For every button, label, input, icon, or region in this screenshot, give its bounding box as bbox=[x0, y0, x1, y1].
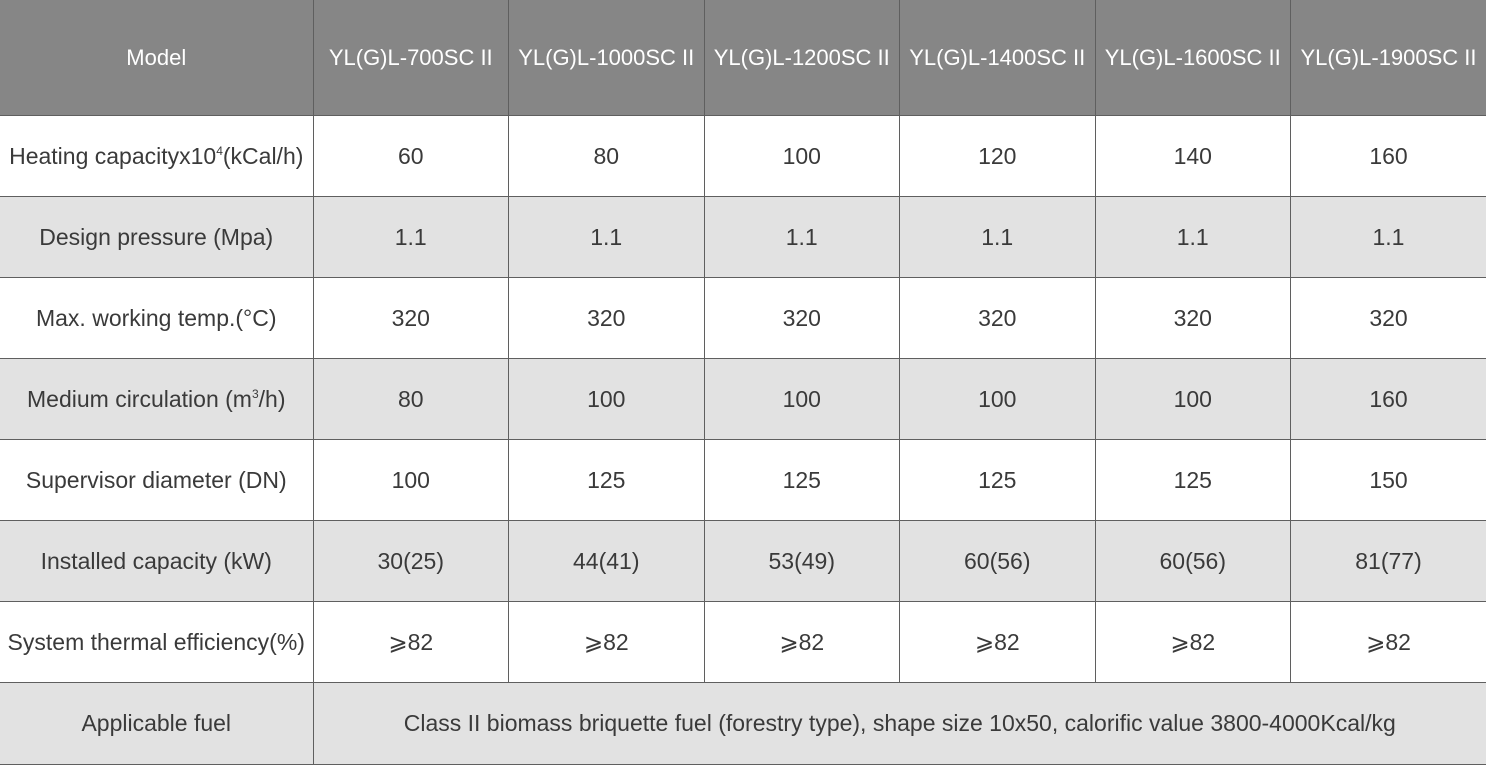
table-row-design-pressure bbox=[0, 197, 1486, 278]
table-cell: 60 bbox=[313, 116, 509, 197]
table-cell: ⩾82 bbox=[1095, 602, 1291, 683]
model-header: YL(G)L-1600SC II bbox=[1095, 0, 1291, 116]
row-label: Installed capacity (kW) bbox=[0, 521, 313, 602]
row-label: System thermal efficiency(%) bbox=[0, 602, 313, 683]
row-label: Design pressure (Mpa) bbox=[0, 197, 313, 278]
table-cell: 100 bbox=[509, 359, 705, 440]
table-cell: 1.1 bbox=[509, 197, 705, 278]
table-cell: 60(56) bbox=[900, 521, 1096, 602]
table-cell: 1.1 bbox=[900, 197, 1096, 278]
model-header: YL(G)L-1000SC II bbox=[509, 0, 705, 116]
table-row-applicable-fuel bbox=[0, 683, 1486, 765]
table-cell: 1.1 bbox=[1095, 197, 1291, 278]
table-row-installed-capacity bbox=[0, 521, 1486, 602]
model-header: YL(G)L-1400SC II bbox=[900, 0, 1096, 116]
table-cell: 160 bbox=[1291, 359, 1486, 440]
fuel-description: Class II biomass briquette fuel (forestry type), shape size 10x50, calorific value 3800-4000Kcal/kg bbox=[313, 683, 1486, 765]
superscript: 4 bbox=[216, 144, 223, 158]
model-header: YL(G)L-1900SC II bbox=[1291, 0, 1486, 116]
header-label: Model bbox=[0, 0, 313, 116]
table-cell: 320 bbox=[704, 278, 900, 359]
row-label bbox=[0, 359, 313, 440]
table-row-heating-capacity bbox=[0, 116, 1486, 197]
row-label bbox=[0, 116, 313, 197]
table-cell: 125 bbox=[900, 440, 1096, 521]
table-row-supervisor-diameter bbox=[0, 440, 1486, 521]
table-cell: 320 bbox=[313, 278, 509, 359]
row-label-text: Medium circulation (m bbox=[27, 386, 252, 412]
table-cell: 1.1 bbox=[313, 197, 509, 278]
table-cell: 60(56) bbox=[1095, 521, 1291, 602]
table-cell: 1.1 bbox=[1291, 197, 1486, 278]
table-cell: 320 bbox=[900, 278, 1096, 359]
table-cell: 100 bbox=[704, 116, 900, 197]
model-header: YL(G)L-1200SC II bbox=[704, 0, 900, 116]
table-cell: ⩾82 bbox=[1291, 602, 1486, 683]
table-cell: 1.1 bbox=[704, 197, 900, 278]
table-row-thermal-efficiency bbox=[0, 602, 1486, 683]
table-cell: ⩾82 bbox=[704, 602, 900, 683]
table-row-medium-circulation bbox=[0, 359, 1486, 440]
row-label-suffix: (kCal/h) bbox=[223, 143, 304, 169]
table-cell: 44(41) bbox=[509, 521, 705, 602]
table-cell: 320 bbox=[509, 278, 705, 359]
table-cell: 30(25) bbox=[313, 521, 509, 602]
table-cell: 81(77) bbox=[1291, 521, 1486, 602]
model-header: YL(G)L-700SC II bbox=[313, 0, 509, 116]
table-cell: 100 bbox=[704, 359, 900, 440]
header-row bbox=[0, 0, 1486, 116]
table-cell: ⩾82 bbox=[900, 602, 1096, 683]
superscript: 3 bbox=[252, 387, 259, 401]
table-cell: 320 bbox=[1291, 278, 1486, 359]
table-cell: 100 bbox=[313, 440, 509, 521]
table-cell: 80 bbox=[313, 359, 509, 440]
table-cell: 53(49) bbox=[704, 521, 900, 602]
table-cell: 80 bbox=[509, 116, 705, 197]
table-cell: 125 bbox=[704, 440, 900, 521]
row-label: Max. working temp.(°C) bbox=[0, 278, 313, 359]
table-row-max-working-temp bbox=[0, 278, 1486, 359]
table-cell: 150 bbox=[1291, 440, 1486, 521]
table-cell: 125 bbox=[1095, 440, 1291, 521]
table-cell: 320 bbox=[1095, 278, 1291, 359]
row-label: Supervisor diameter (DN) bbox=[0, 440, 313, 521]
table-cell: ⩾82 bbox=[509, 602, 705, 683]
table-cell: 140 bbox=[1095, 116, 1291, 197]
table-cell: 125 bbox=[509, 440, 705, 521]
table-cell: ⩾82 bbox=[313, 602, 509, 683]
table-cell: 100 bbox=[900, 359, 1096, 440]
table-cell: 120 bbox=[900, 116, 1096, 197]
table-cell: 100 bbox=[1095, 359, 1291, 440]
table-cell: 160 bbox=[1291, 116, 1486, 197]
row-label: Applicable fuel bbox=[0, 683, 313, 765]
row-label-suffix: /h) bbox=[259, 386, 286, 412]
row-label-text: Heating capacityx10 bbox=[9, 143, 216, 169]
